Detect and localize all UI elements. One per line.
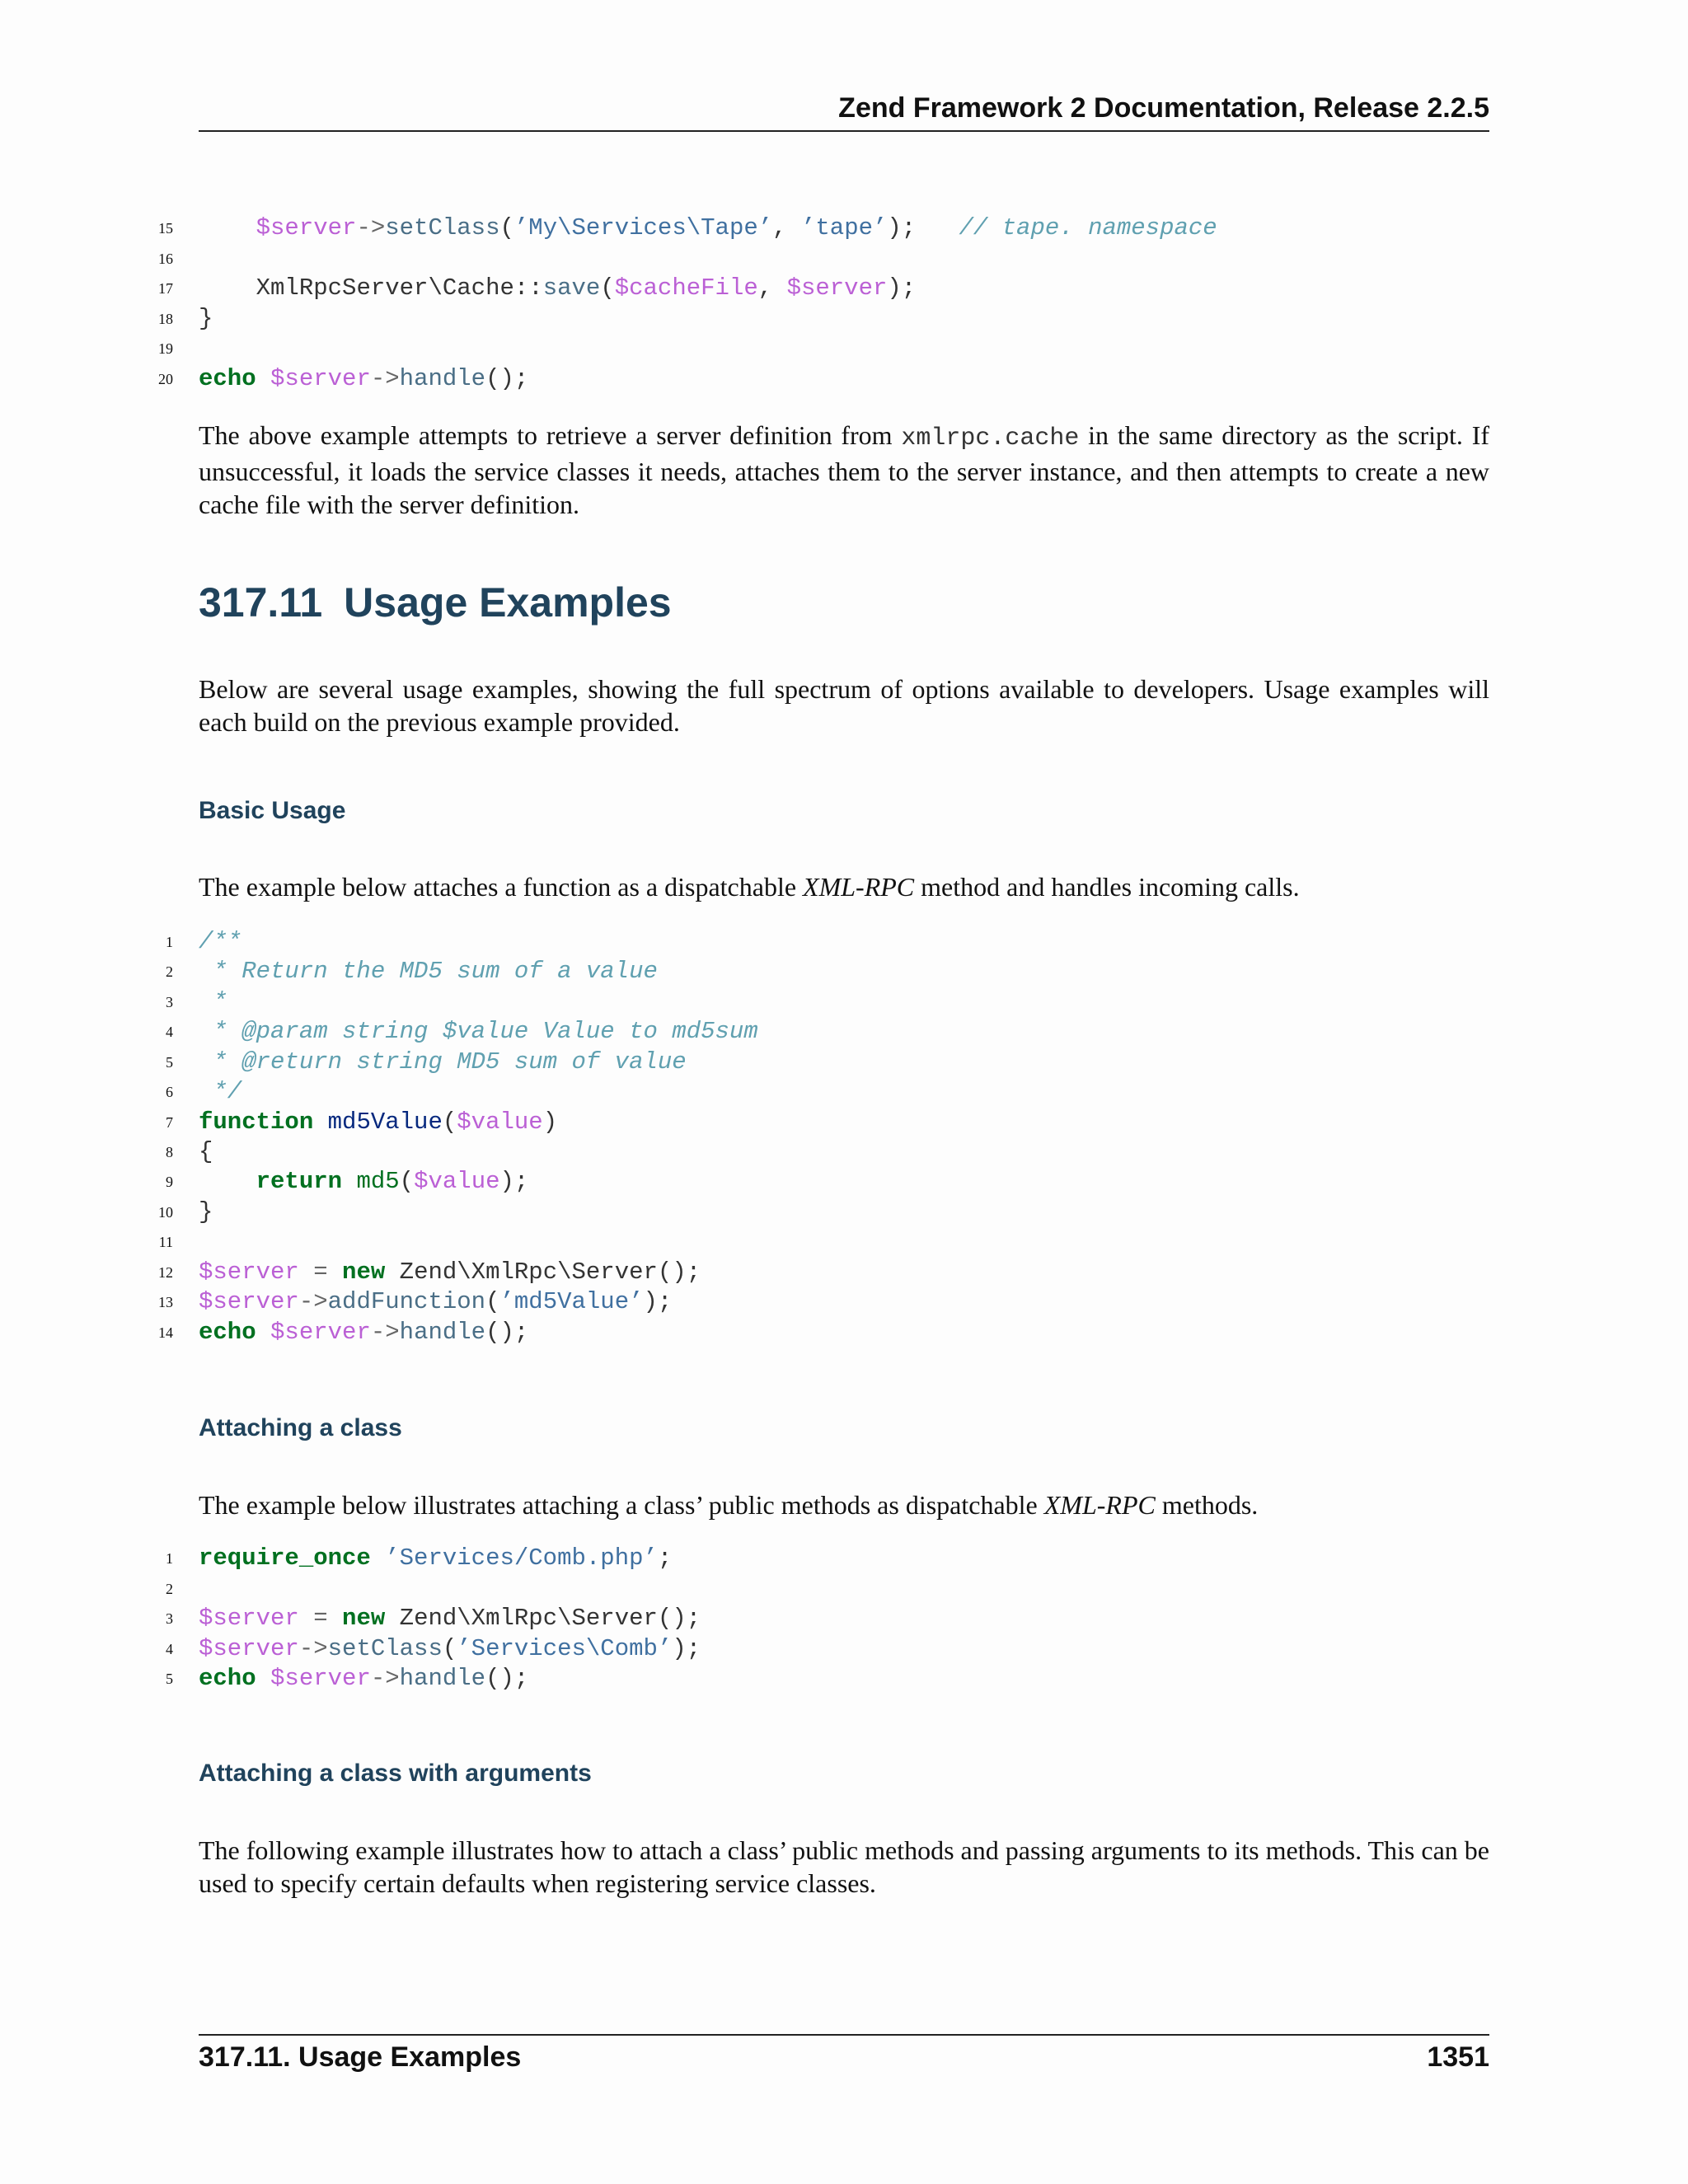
code-line: 4 * @param string $value Value to md5sum [0, 1017, 1688, 1047]
running-header-title: Zend Framework 2 Documentation, Release 2.2.5 [838, 92, 1489, 124]
code-line: 13 $server->addFunction(’md5Value’); [0, 1287, 1688, 1317]
code-line: 6 */ [0, 1077, 1688, 1107]
code-line: 4 $server->setClass(’Services\Comb’); [0, 1634, 1688, 1664]
paragraph-usage-intro: Below are several usage examples, showing the full spectrum of options available to developers. Usage examples will each build on the previous example provided. [199, 674, 1489, 737]
paragraph-basic-intro: The example below attaches a function as a dispatchable XML-RPC method and handles incoming calls. [199, 872, 1300, 902]
code-line [0, 334, 1688, 363]
line-number: 6 [166, 1084, 173, 1100]
code-line: 15 $server->setClass(’My\Services\Tape’, ’tape’); // tape. namespace [0, 213, 1688, 243]
footer-section-title: 317.11. Usage Examples [199, 2041, 522, 2073]
code-line: 1 /** [0, 927, 1688, 957]
code-line: 2 * Return the MD5 sum of a value [0, 957, 1688, 987]
line-number: 15 [158, 220, 173, 237]
line-number: 1 [166, 1550, 173, 1567]
line-number: 16 [158, 251, 173, 267]
line-number: 17 [158, 280, 173, 297]
code-line [0, 1227, 1688, 1257]
code-line: 17 XmlRpcServer\Cache::save($cacheFile, $server); [0, 274, 1688, 303]
code-line: 7 function md5Value($value) [0, 1108, 1688, 1137]
subheading-basic-usage: Basic Usage [199, 797, 346, 824]
line-number: 4 [166, 1641, 173, 1657]
line-number: 2 [166, 963, 173, 980]
line-number: 5 [166, 1671, 173, 1687]
code-line: 20 echo $server->handle(); [0, 364, 1688, 394]
code-line: 18 } [0, 304, 1688, 334]
line-number: 2 [166, 1581, 173, 1597]
code-line: 5 * @return string MD5 sum of value [0, 1047, 1688, 1077]
line-number: 18 [158, 311, 173, 327]
line-number: 3 [166, 1610, 173, 1627]
line-number: 13 [158, 1294, 173, 1310]
code-line: 3 * [0, 987, 1688, 1017]
paragraph-attach-intro: The example below illustrates attaching a class’ public methods as dispatchable XML-RPC methods. [199, 1490, 1259, 1520]
paragraph-attach-args-intro: The following example illustrates how to attach a class’ public methods and passing arguments to its methods. This can be used to specify certain defaults when registering service classes. [199, 1835, 1489, 1898]
line-number: 7 [166, 1114, 173, 1131]
line-number: 11 [158, 1234, 173, 1250]
code-line: 1 require_once ’Services/Comb.php’; [0, 1544, 1688, 1573]
line-number: 9 [166, 1174, 173, 1190]
code-line: 3 $server = new Zend\XmlRpc\Server(); [0, 1604, 1688, 1633]
code-line: 9 return md5($value); [0, 1167, 1688, 1197]
line-number: 12 [158, 1264, 173, 1281]
subheading-attaching-class: Attaching a class [199, 1414, 402, 1441]
section-heading: 317.11 Usage Examples [199, 579, 672, 626]
code-line: 14 echo $server->handle(); [0, 1318, 1688, 1347]
line-number: 10 [158, 1204, 173, 1221]
line-number: 20 [158, 371, 173, 387]
line-number: 8 [166, 1144, 173, 1160]
code-line: 8 { [0, 1137, 1688, 1167]
line-number: 3 [166, 994, 173, 1010]
page-number: 1351 [1427, 2041, 1489, 2073]
line-number: 4 [166, 1024, 173, 1040]
code-line: 10 } [0, 1197, 1688, 1227]
header-rule [199, 130, 1489, 132]
line-number: 1 [166, 934, 173, 950]
paragraph-cache-explanation: The above example attempts to retrieve a server definition from xmlrpc.cache in the same directory as the script. If unsuccessful, it loads the service classes it needs, attaches them to the server instance, and then attempts to create a new cache file with the server definition. [199, 420, 1490, 519]
footer-rule [199, 2034, 1489, 2036]
line-number: 19 [158, 340, 173, 357]
code-line: 5 echo $server->handle(); [0, 1664, 1688, 1694]
line-number: 14 [158, 1324, 173, 1341]
line-number: 5 [166, 1054, 173, 1071]
subheading-attaching-class-arguments: Attaching a class with arguments [199, 1760, 592, 1787]
code-line: 12 $server = new Zend\XmlRpc\Server(); [0, 1258, 1688, 1287]
code-line [0, 244, 1688, 274]
code-line [0, 1574, 1688, 1604]
